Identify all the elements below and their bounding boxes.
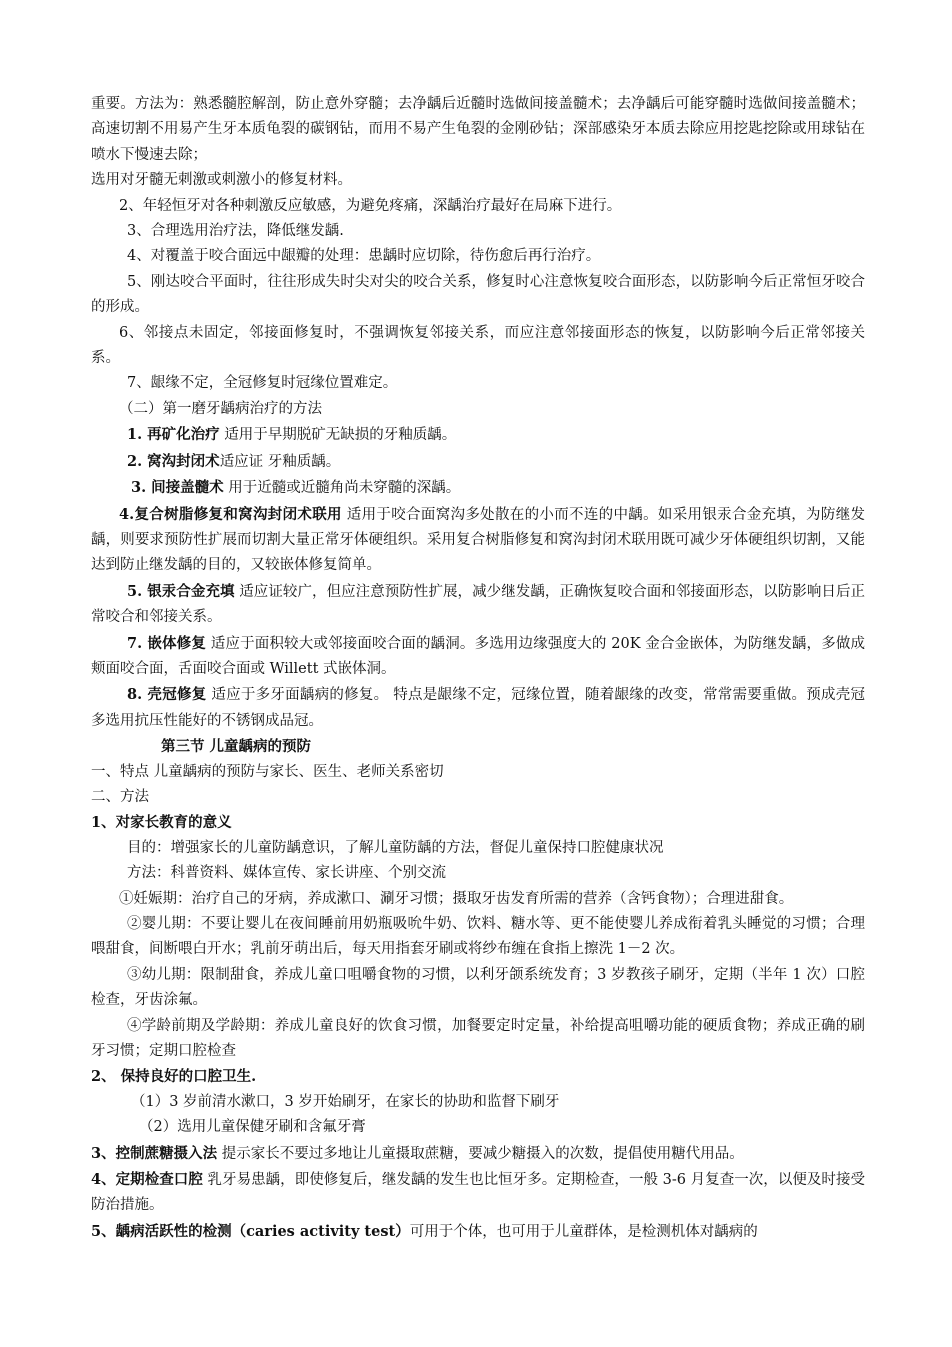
paragraph-point-5: 5、刚达咬合平面时，往往形成失时尖对尖的咬合关系，修复时心注意恢复咬合面形态，以防影响今后正常恒牙咬合的形成。 — [91, 273, 865, 316]
subsection-heading: （二）第一磨牙龋病治疗的方法 — [119, 400, 322, 417]
sugar-control-title: 3、控制蔗糖摄入法 — [91, 1144, 218, 1162]
method-item — [91, 502, 865, 579]
method-title: 2. 窝沟封闭术 — [127, 452, 220, 470]
paragraph-features: 一、特点 儿童龋病的预防与家长、医生、老师关系密切 — [91, 763, 444, 780]
method-item — [91, 631, 865, 683]
stage-infancy: ②婴儿期：不要让婴儿在夜间睡前用奶瓶吸吮牛奶、饮料、糖水等、更不能使婴儿养成衔着乳头睡觉的习惯；合理喂甜食，间断喂白开水；乳前牙萌出后，每天用指套牙刷或将纱布缠在食指上擦洗 1－2 次。 — [91, 916, 865, 958]
method-text: 适用于咬合面窝沟多处散在的小而不连的中龋。如采用银汞合金充填，为防继发龋，则要求预防性扩展而切割大量正常牙体硬组织。采用复合树脂修复和窝沟封闭术联用既可减少牙体硬组织切割，又能达到防止继发龋的目的，又较嵌体修复简单。 — [91, 506, 866, 574]
regular-checkup-text: 乳牙易患龋，即使修复后，继发龋的发生也比恒牙多。定期检查，一般 3-6 月复查一次，以便及时接受防治措施。 — [91, 1172, 865, 1214]
method-title: 1. 再矿化治疗 — [127, 426, 220, 444]
heading-parent-education: 1、对家长教育的意义 — [91, 814, 232, 832]
regular-checkup-title: 4、定期检查口腔 — [91, 1171, 203, 1189]
method-text: 适应于面积较大或邻接面咬合面的龋洞。多选用边缘强度大的 20K 金合金嵌体，为防继发龋，多做成颊面咬合面，舌面咬合面或 Willett 式嵌体洞。 — [91, 635, 866, 677]
stage-toddler: ③幼儿期：限制甜食，养成儿童口咀嚼食物的习惯，以利牙颌系统发育；3 岁教孩子刷牙，定期（半年 1 次）口腔检查，牙齿涂氟。 — [91, 966, 865, 1009]
method-title: 4.复合树脂修复和窝沟封闭术联用 — [119, 505, 342, 523]
method-title: 7. 嵌体修复 — [127, 634, 206, 652]
method-text: 用于近髓或近髓角尚未穿髓的深龋。 — [223, 480, 461, 497]
heading-oral-hygiene: 2、 保持良好的口腔卫生. — [91, 1068, 257, 1086]
method-title: 5. 银汞合金充填 — [127, 582, 235, 600]
paragraph-point-7: 7、龈缘不定，全冠修复时冠缘位置难定。 — [127, 375, 398, 392]
method-item — [91, 449, 865, 475]
paragraph-goal: 目的：增强家长的儿童防龋意识，了解儿童防龋的方法，督促儿童保持口腔健康状况 — [127, 839, 664, 856]
hygiene-item: （2）选用儿童保健牙刷和含氟牙膏 — [139, 1119, 366, 1136]
paragraph-regular-checkup — [91, 1167, 865, 1219]
stage-school-age: ④学龄前期及学龄期：养成儿童良好的饮食习惯，加餐要定时定量，补给提高咀嚼功能的硬质食物；养成正确的刷牙习惯；定期口腔检查 — [91, 1017, 865, 1060]
hygiene-item: （1）3 岁前清水漱口，3 岁开始刷牙，在家长的协助和监督下刷牙 — [131, 1093, 560, 1110]
method-item — [91, 475, 865, 501]
sugar-control-text: 提示家长不要过多地让儿童摄取蔗糖，要减少糖摄入的次数，提倡使用糖代用品。 — [217, 1145, 744, 1162]
stage-pregnancy: ①妊娠期：治疗自己的牙病，养成漱口、涮牙习惯；摄取牙齿发育所需的营养（含钙食物）；合理进甜食。 — [119, 890, 794, 907]
paragraph-point-4: 4、对覆盖于咬合面远中龈瓣的处理：患龋时应切除，待伤愈后再行治疗。 — [127, 248, 601, 265]
method-text: 适应于多牙面龋病的修复。 特点是龈缘不定，冠缘位置，随着龈缘的改变，常常需要重做。预成壳冠多选用抗压性能好的不锈钢成品冠。 — [91, 687, 866, 729]
paragraph-caries-activity — [91, 1219, 865, 1245]
method-item — [91, 682, 865, 734]
paragraph-point-3: 3、合理选用治疗法，降低继发龋. — [127, 223, 344, 240]
paragraph-materials: 选用对牙髓无刺激或刺激小的修复材料。 — [91, 172, 352, 189]
method-title: 8. 壳冠修复 — [127, 686, 207, 704]
method-text: 适应证 牙釉质龋。 — [219, 453, 341, 470]
method-item — [91, 422, 865, 448]
method-text: 适应证较广，但应注意预防性扩展，减少继发龋，正确恢复咬合面和邻接面形态，以防影响日后正常咬合和邻接关系。 — [91, 583, 866, 626]
caries-activity-text: 可用于个体，也可用于儿童群体，是检测机体对龋病的 — [409, 1223, 758, 1240]
paragraph-methods-intro: 重要。方法为：熟悉髓腔解剖，防止意外穿髓；去净龋后近髓时选做间接盖髓术；去净龋后可能穿髓时选做间接盖髓术；高速切割不用易产生牙本质龟裂的碳钢钻，而用不易产生龟裂的金刚砂钻；深部感染牙本质去除应用挖匙挖除或用球钻在喷水下慢速去除； — [91, 96, 865, 163]
paragraph-methods: 二、方法 — [91, 788, 149, 805]
section-title: 第三节 儿童龋病的预防 — [161, 738, 312, 756]
paragraph-point-6: 6、邻接点未固定，邻接面修复时，不强调恢复邻接关系，而应注意邻接面形态的恢复，以防影响今后正常邻接关系。 — [91, 324, 865, 367]
method-text: 适用于早期脱矿无缺损的牙釉质龋。 — [219, 427, 457, 444]
document-page — [91, 92, 865, 1245]
method-title: 3. 间接盖髓术 — [131, 479, 224, 497]
paragraph-sugar-control — [91, 1141, 865, 1167]
method-item — [91, 579, 865, 631]
paragraph-method: 方法：科普资料、媒体宣传、家长讲座、个别交流 — [127, 865, 446, 882]
paragraph-point-2: 2、年轻恒牙对各种刺激反应敏感，为避免疼痛，深龋治疗最好在局麻下进行。 — [119, 197, 622, 214]
caries-activity-title: 5、龋病活跃性的检测（caries activity test） — [91, 1222, 410, 1240]
